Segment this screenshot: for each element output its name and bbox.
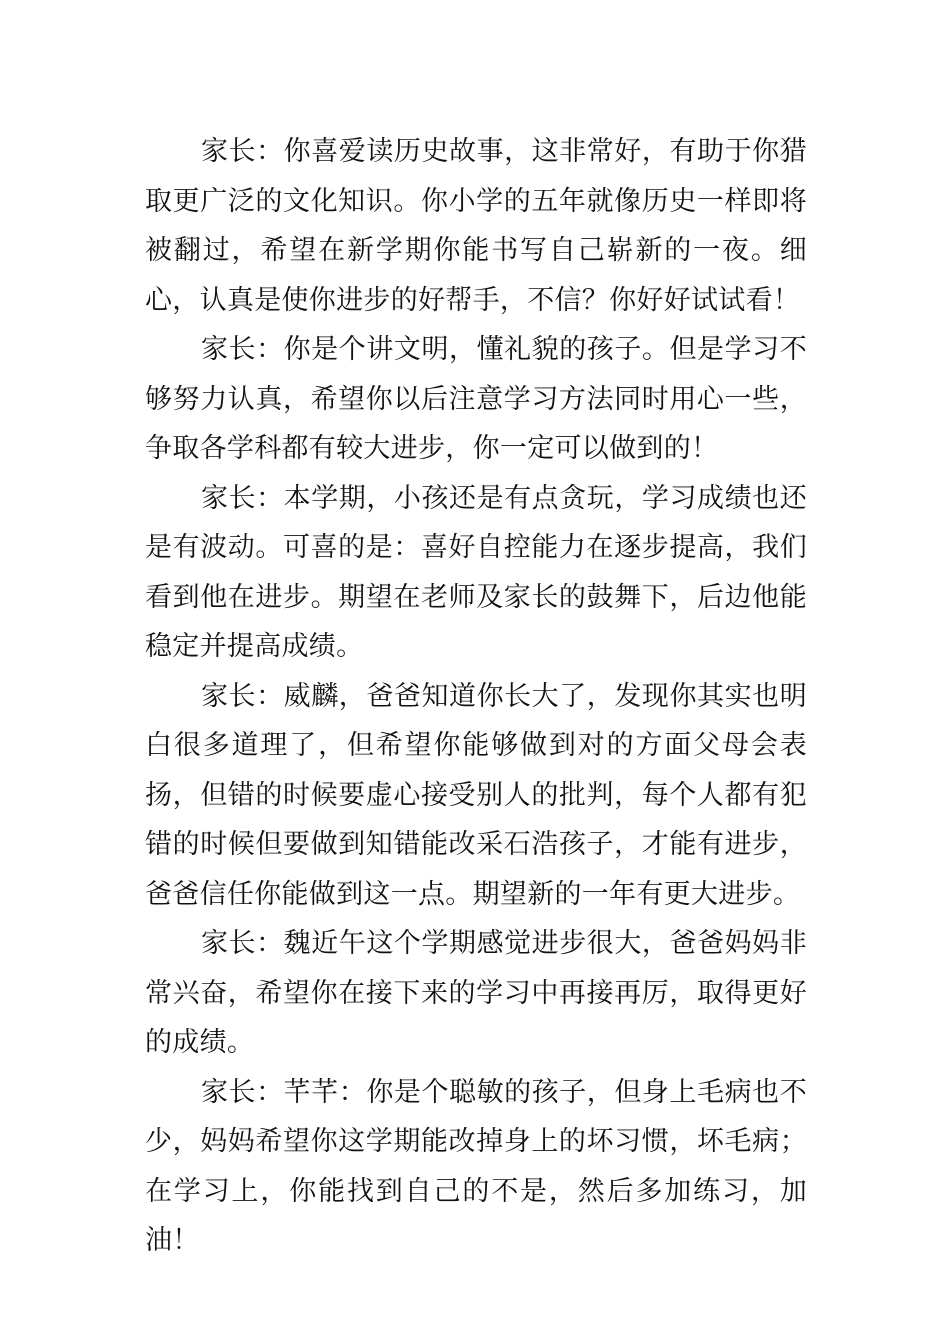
comment-paragraph-1: 家长：你喜爱读历史故事，这非常好，有助于你猎取更广泛的文化知识。你小学的五年就像历史一样即将被翻过，希望在新学期你能书写自己崭新的一夜。细心，认真是使你进步的好帮手，不信？你好好试试看！ <box>145 136 807 316</box>
comment-paragraph-4: 家长：威麟，爸爸知道你长大了，发现你其实也明白很多道理了，但希望你能够做到对的方面父母会表扬，但错的时候要虚心接受别人的批判，每个人都有犯错的时候但要做到知错能改采石浩孩子，才能有进步，爸爸信任你能做到这一点。期望新的一年有更大进步。 <box>145 680 807 910</box>
comment-paragraph-2: 家长：你是个讲文明，懂礼貌的孩子。但是学习不够努力认真，希望你以后注意学习方法同时用心一些，争取各学科都有较大进步，你一定可以做到的！ <box>145 334 807 464</box>
comment-paragraph-6: 家长：芊芊：你是个聪敏的孩子，但身上毛病也不少，妈妈希望你这学期能改掉身上的坏习惯，坏毛病；在学习上，你能找到自己的不是，然后多加练习，加油！ <box>145 1076 807 1256</box>
document-body <box>145 127 807 1266</box>
comment-paragraph-5: 家长：魏近午这个学期感觉进步很大，爸爸妈妈非常兴奋，希望你在接下来的学习中再接再厉，取得更好的成绩。 <box>145 928 807 1058</box>
comment-paragraph-3: 家长：本学期，小孩还是有点贪玩，学习成绩也还是有波动。可喜的是：喜好自控能力在逐步提高，我们看到他在进步。期望在老师及家长的鼓舞下，后边他能稳定并提高成绩。 <box>145 482 807 662</box>
